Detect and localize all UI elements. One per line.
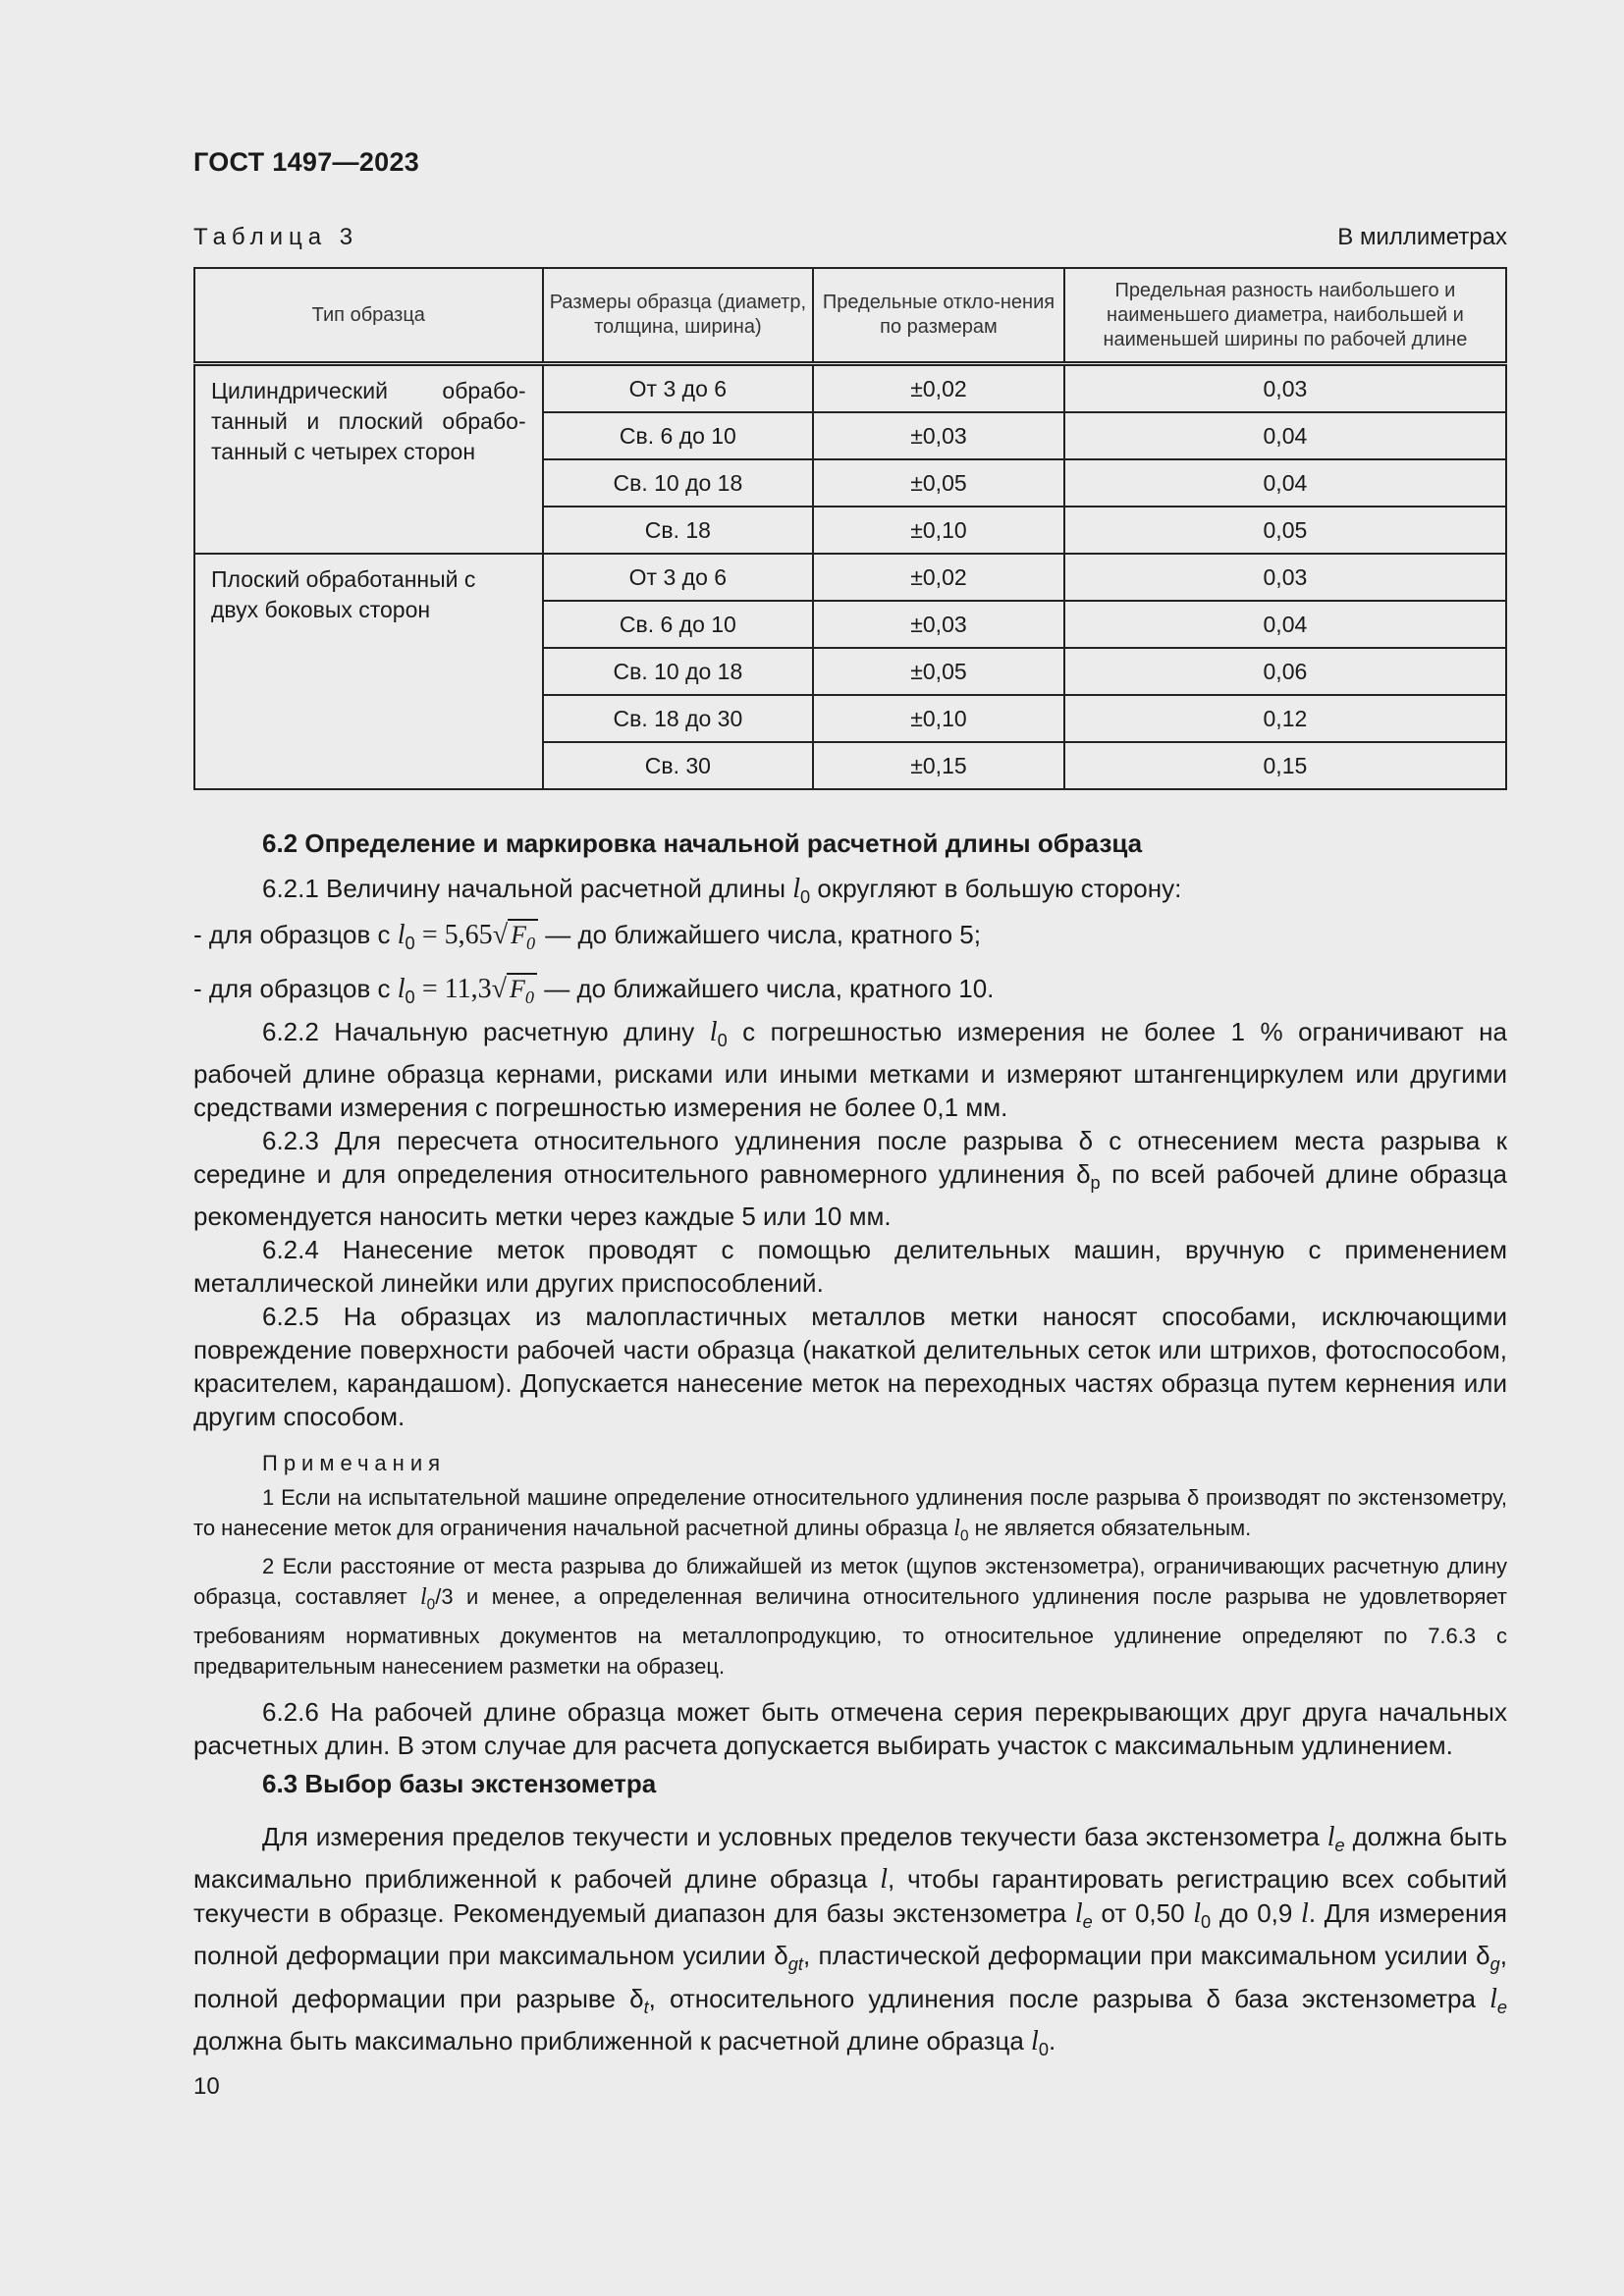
formula-line-2: - для образцов с $l_0 = 11,3√$ $F_0$ — до ближайшего числа, кратного 10. <box>193 974 995 1008</box>
formula-line-1: - для образцов с $l_0 = 5,65√$ $F_0$ — до ближайшего числа, кратного 5; <box>193 920 981 954</box>
section-heading: 6.2 Определение и маркировка начальной расчетной длины образца <box>262 828 1143 858</box>
table-cell: 0,04 <box>1064 459 1506 507</box>
table-cell: ±0,03 <box>813 412 1064 459</box>
document-id: ГОСТ 1497—2023 <box>193 147 420 177</box>
table-cell: Св. 30 <box>543 742 814 789</box>
specimen-type-cell: Цилиндрический обрабо-танный и плоский обрабо-танный с четырех сторон <box>194 364 543 555</box>
paragraph-6-2-6: 6.2.6 На рабочей длине образца может быть отмечена серия перекрывающих друг друга начальных расчетных длин. В этом случае для расчета допускается выбирать участок с максимальным удлинением. <box>193 1696 1507 1760</box>
sqrt-f0: $F_0$ <box>508 919 538 949</box>
paragraph-6-2-4: 6.2.4 Нанесение меток проводят с помощью делительных машин, вручную с применением металлической линейки или других приспособлений. <box>193 1234 1507 1298</box>
table-cell: Св. 6 до 10 <box>543 412 814 459</box>
section-6-3 <box>193 1767 1507 2066</box>
paragraph-6-2-1: 6.2.1 Величину начальной расчетной длины $l_0$ округляют в большую сторону: <box>262 874 1182 908</box>
table-header-row <box>194 268 1506 364</box>
table-row <box>194 554 1506 601</box>
header-max-difference: Предельная разность наибольшего и наименьшего диаметра, наибольшей и наименьшей ширины по рабочей длине <box>1064 268 1506 364</box>
table-cell: Св. 6 до 10 <box>543 601 814 648</box>
page-number: 10 <box>193 2073 220 2100</box>
table-cell: ±0,05 <box>813 459 1064 507</box>
table-cell: 0,06 <box>1064 648 1506 695</box>
specimen-type-cell: Плоский обработанный с двух боковых сторон <box>194 554 543 789</box>
table-caption-row <box>193 224 1507 251</box>
table-cell: 0,03 <box>1064 554 1506 601</box>
table-cell: От 3 до 6 <box>543 554 814 601</box>
table-cell: 0,15 <box>1064 742 1506 789</box>
table-units: В миллиметрах <box>1337 224 1507 250</box>
table-caption: Таблица 3 <box>193 224 359 250</box>
notes-title: Примечания <box>262 1450 447 1475</box>
paragraph-6-3: Для измерения пределов текучести и условных пределов текучести база экстензометра $l_e$ должна быть максимально приближенной к рабочей длине образца l, чтобы гарантировать регистрацию всех событий текучести в образце. Рекомендуемый диапазон для базы экстензометра $l_e$ от 0,50 $l_0$ до 0,9 l. Для измерения полной деформации при максимальном усилии $\delta_{gt}$, пластической деформации при максимальном усилии $\delta_g$, полной деформации при разрыве $\delta_t$, относительного удлинения после разрыва δ база экстензометра $l_e$ должна быть максимально приближенной к расчетной длине образца $l_0$. <box>193 1822 1508 2059</box>
header-specimen-type: Тип образца <box>194 268 543 364</box>
table-cell: 0,05 <box>1064 507 1506 554</box>
table-cell: 0,12 <box>1064 695 1506 742</box>
table-cell: Св. 10 до 18 <box>543 459 814 507</box>
table-cell: 0,04 <box>1064 412 1506 459</box>
paragraph-6-2-5: 6.2.5 На образцах из малопластичных металлов метки наносят способами, исключающими повреждение поверхности рабочей части образца (накаткой делительных сеток или штрихов, фотоспособом, красителем, карандашом). Допускается нанесение меток на переходных частях образца путем кернения или другим способом. <box>193 1301 1507 1431</box>
paragraph-6-2-3: 6.2.3 Для пересчета относительного удлинения после разрыва δ с отнесением места разрыва к середине и для определения относительного равномерного удлинения $\delta_p$ по всей рабочей длине образца рекомендуется наносить метки через каждые 5 или 10 мм. <box>193 1125 1508 1231</box>
table-cell: Св. 10 до 18 <box>543 648 814 695</box>
table-cell: Св. 18 <box>543 507 814 554</box>
sqrt-f0: $F_0$ <box>507 973 537 1003</box>
table-cell: ±0,02 <box>813 364 1064 413</box>
table-cell: ±0,03 <box>813 601 1064 648</box>
note-1: 1 Если на испытательной машине определение относительного удлинения после разрыва δ производят по экстензометру, то нанесение меток для ограничения начальной расчетной длины образца $l_0$ не является обязательным. <box>193 1484 1507 1545</box>
table-cell: 0,04 <box>1064 601 1506 648</box>
table-cell: ±0,05 <box>813 648 1064 695</box>
header-specimen-size: Размеры образца (диаметр, толщина, ширина) <box>543 268 814 364</box>
table-cell: От 3 до 6 <box>543 364 814 413</box>
paragraph-6-2-2: 6.2.2 Начальную расчетную длину $l_0$ с погрешностью измерения не более 1 % ограничивают на рабочей длине образца кернами, рисками или иными метками и измеряют штангенциркулем или другими средствами измерения с погрешностью измерения не более 0,1 мм. <box>193 1016 1507 1122</box>
table-cell: ±0,15 <box>813 742 1064 789</box>
table-row <box>194 364 1506 413</box>
notes-block <box>193 1447 1507 1682</box>
table-cell: ±0,10 <box>813 507 1064 554</box>
table-cell: 0,03 <box>1064 364 1506 413</box>
section-heading: 6.3 Выбор базы экстензометра <box>262 1769 657 1798</box>
note-2: 2 Если расстояние от места разрыва до ближайшей из меток (щупов экстензометра), ограничивающих расчетную длину образца, составляет $l_0/3$ и менее, а определенная величина относительного удлинения после разрыва не удовлетворяет требованиям нормативных документов на металлопродукцию, то относительное удлинение определяют по 7.6.3 с предварительным нанесением разметки на образец. <box>193 1554 1507 1679</box>
table-cell: ±0,10 <box>813 695 1064 742</box>
section-6-2 <box>193 827 1507 1762</box>
tolerance-table <box>193 267 1507 790</box>
table-cell: Св. 18 до 30 <box>543 695 814 742</box>
table-cell: ±0,02 <box>813 554 1064 601</box>
header-tolerance: Предельные откло-нения по размерам <box>813 268 1064 364</box>
